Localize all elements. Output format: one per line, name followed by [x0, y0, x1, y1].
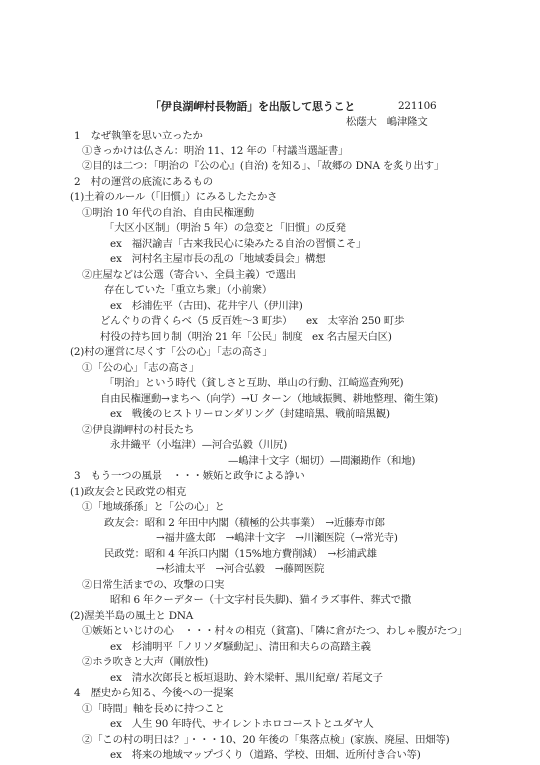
text-line: ex 杉浦明平「ノリソダ騒動記」、清田和夫らの高踏主義	[110, 641, 371, 653]
text-line: ②「この村の明日は？」・・・10、20 年後の「集落点検」(家族、廃屋、田畑等)	[82, 734, 450, 746]
text-line: ex 将来の地域マップづくり（道路、学校、田畑、近所付き合い等)	[110, 749, 421, 761]
text-line: —嶋津十文字（堀切）—間瀬勘作（和地)	[228, 455, 416, 467]
text-line: ex 太宰治 250 町歩	[306, 315, 405, 327]
text-line: 村役の持ち回り制（明治 21 年「公民」制度	[100, 331, 303, 343]
subsection-heading: (2)渥美半島の風土と DNA	[70, 610, 194, 622]
text-line: ex 河村名主屋市長の乱の「地域委員会」構想	[110, 253, 326, 265]
text-line: 「明治」という時代（貧しさと互助、単山の行動、江崎巡査殉死)	[104, 377, 404, 389]
text-line: ①嫉妬といじけの心 ・・・村々の相克（貧富)、「隣に倉がたつ、わしゃ腹がたつ」	[82, 625, 468, 637]
text-line: 昭和 6 年クーデター（十文字村長失脚)、猫イラズ事件、葬式で撒	[110, 594, 411, 606]
text-line: ①「時間」軸を長めに持つこと	[82, 703, 225, 715]
subsection-heading: (1)土着のルール（「旧慣」）にみるしたたかさ	[70, 191, 278, 203]
section-heading: 2 村の運営の底流にあるもの	[74, 176, 213, 188]
subsection-heading: (2)村の運営に尽くす「公の心」「志の高さ」	[70, 346, 273, 358]
text-line: ②庄屋などは公選（寄合い、全員主義）で選出	[82, 269, 297, 281]
text-line: ①「公の心」「志の高さ」	[82, 362, 200, 374]
text-line: 民政党：昭和 4 年浜口内閣（15%地方費削減） →杉浦武雄	[104, 548, 377, 560]
text-line: ex 人生 90 年時代、サイレントホロコーストとユダヤ人	[110, 718, 374, 730]
text-line: →福井盛太郎 →嶋津十文字 →川瀬医院（→常光寺)	[156, 532, 398, 544]
text-line: ex 清水次郎長と板垣退助、鈴木梁軒、黒川紀章/ 若尾文子	[110, 672, 383, 684]
text-line: ②伊良湖岬村の村長たち	[82, 424, 195, 436]
text-line: ex 戦後のヒストリーロンダリング（封建暗黒、戦前暗黒観)	[110, 408, 390, 420]
text-line: ②日常生活までの、攻撃の口実	[82, 579, 225, 591]
text-line: ②ホラ吹きと大声（剛放性)	[82, 656, 209, 668]
section-heading: 4 歴史から知る、今後への一提案	[74, 687, 234, 699]
document-author: 松蔭大 嶋津隆文	[346, 116, 428, 128]
section-heading: 1 なぜ執筆を思い立ったか	[74, 130, 203, 142]
text-line: ex 名古屋天白区)	[312, 331, 392, 343]
text-line: 存在していた「重立ち衆」（小前衆）	[104, 284, 273, 296]
subsection-heading: (1)政友会と民政党の相克	[70, 486, 187, 498]
document-title: 「伊良湖岬村長物語」を出版して思うこと	[150, 100, 356, 113]
text-line: →杉浦太平 →河合弘毅 →藤岡医院	[156, 563, 325, 575]
text-line: ①明治 10 年代の自治、自由民権運動	[82, 207, 254, 219]
text-line: 自由民権運動→まちへ（向学）→U ターン（地域振興、耕地整理、衛生策)	[100, 393, 439, 405]
text-line: 政友会：昭和 2 年田中内閣（積極的公共事業） →近藤寿市郎	[104, 517, 385, 529]
text-line: 永井織平（小塩津）—河合弘毅（川尻)	[110, 439, 288, 451]
text-line: ①きっかけは仏さん：明治 11、12 年の「村議当選証書」	[82, 145, 349, 157]
text-line: ex 福沢諭吉「古来我民心に染みたる自治の習慣こそ」	[110, 238, 367, 250]
document-date: 221106	[398, 100, 437, 112]
text-line: 「大区小区制」（明治 5 年）の急変と「旧慣」の反発	[104, 222, 346, 234]
section-heading: 3 もう一つの風景 ・・・嫉妬と政争による諍い	[74, 470, 305, 482]
text-line: ②目的は二つ：「明治の『公の心』(自治) を知る」、「故郷の DNA を炙り出す」	[82, 160, 445, 172]
text-line: ex 杉浦佐平（古田)、花井宇八（伊川津)	[110, 300, 303, 312]
text-line: ①「地域孫孫」と「公の心」と	[82, 501, 225, 513]
text-line: どんぐりの背くらべ（5 反百姓〜3 町歩）	[100, 315, 293, 327]
